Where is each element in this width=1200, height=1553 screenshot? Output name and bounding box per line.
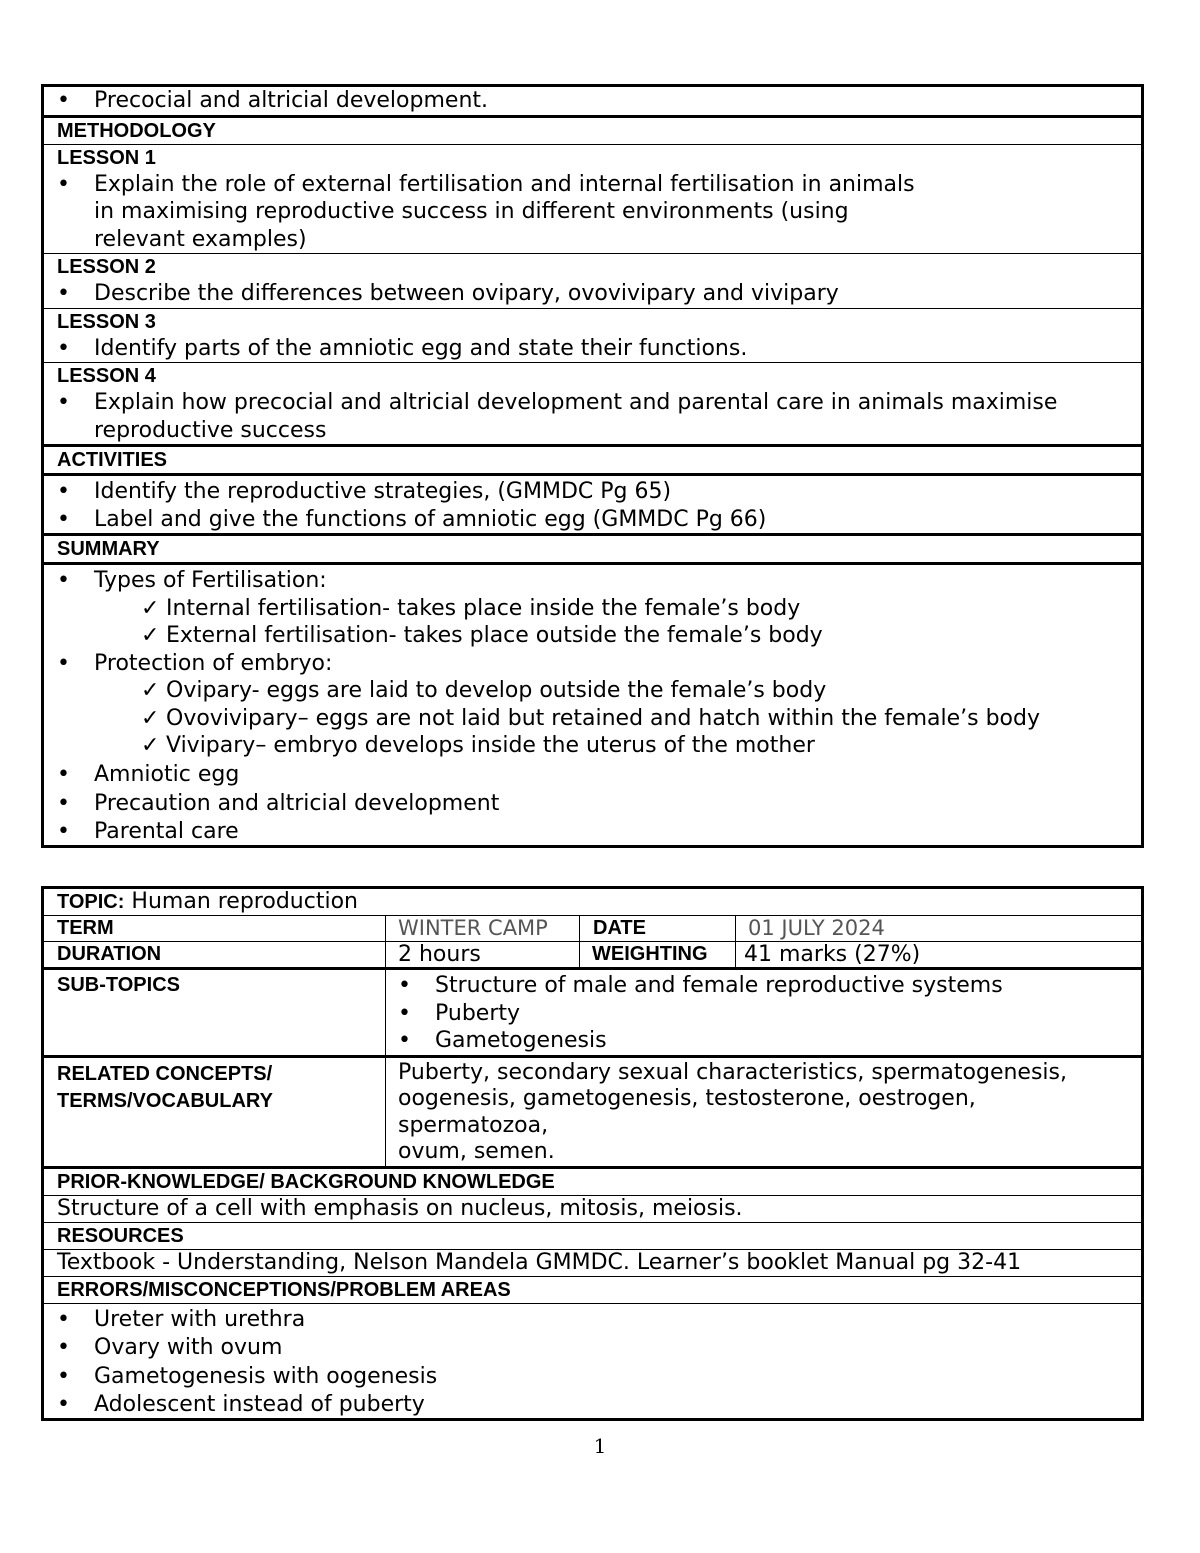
resources-heading: RESOURCES (57, 1224, 184, 1247)
page-number: 1 (593, 1434, 607, 1458)
subtopics-row (44, 970, 1141, 1058)
summary-row (44, 565, 1141, 845)
weighting-label: WEIGHTING (592, 943, 708, 965)
lesson-title: LESSON 4 (57, 365, 156, 387)
term-label: TERM (57, 917, 114, 939)
lesson-1-row (44, 145, 1141, 255)
check-icon: ✓ (141, 733, 160, 758)
date-value: 01 JULY 2024 (748, 916, 885, 940)
lesson-objective: • Explain the role of external fertilisation and internal fertilisation in animals (57, 171, 1141, 199)
lesson-objective: • Describe the differences between ovipary, ovovivipary and vivipary (57, 280, 1141, 308)
prior-knowledge-heading: PRIOR-KNOWLEDGE/ BACKGROUND KNOWLEDGE (57, 1170, 555, 1193)
prior-knowledge-text: Structure of a cell with emphasis on nucleus, mitosis, meiosis. (57, 1195, 743, 1221)
errors-heading-row (44, 1277, 1141, 1304)
summary-subitem: ✓ External fertilisation- takes place outside the female’s body (141, 623, 823, 648)
activity-item: • Label and give the functions of amniotic egg (GMMDC Pg 66) (57, 506, 1141, 534)
subtopic-item: • Structure of male and female reproductive systems (398, 972, 1141, 1000)
error-item: • Ovary with ovum (57, 1334, 1141, 1363)
summary-heading-row (44, 536, 1141, 565)
activities-row (44, 476, 1141, 536)
summary-subitem: ✓ Ovovivipary– eggs are not laid but retained and hatch within the female’s body (141, 705, 1041, 731)
summary-heading: SUMMARY (57, 538, 160, 560)
topic-label: TOPIC: (57, 891, 125, 913)
duration-label: DURATION (57, 943, 162, 965)
resources-heading-row (44, 1223, 1141, 1250)
related-concepts-label: TERMS/VOCABULARY (57, 1089, 273, 1112)
summary-item: • Precaution and altricial development (57, 789, 1141, 818)
duration-row (44, 942, 1141, 970)
weighting-value: 41 marks (27%) (744, 942, 921, 967)
errors-heading: ERRORS/MISCONCEPTIONS/PROBLEM AREAS (57, 1278, 511, 1301)
top-bullet-row (44, 87, 1141, 118)
related-concepts-text: Puberty, secondary sexual characteristics, spermatogenesis, (398, 1059, 1067, 1085)
lesson-objective-continued: relevant examples) (94, 226, 307, 252)
related-concepts-row (44, 1058, 1141, 1169)
resources-text: Textbook - Understanding, Nelson Mandela GMMDC. Learner’s booklet Manual pg 32-41 (57, 1249, 1022, 1275)
human-reproduction-table (41, 886, 1144, 1421)
date-label: DATE (593, 917, 646, 939)
methodology-heading: METHODOLOGY (57, 119, 216, 142)
summary-item: • Types of Fertilisation: (57, 567, 1141, 595)
related-concepts-text: spermatozoa, (398, 1112, 549, 1138)
summary-subitem: ✓ Internal fertilisation- takes place inside the female’s body (141, 595, 801, 621)
summary-subitem: ✓ Vivipary– embryo develops inside the uterus of the mother (141, 733, 815, 758)
check-icon: ✓ (141, 705, 160, 731)
summary-subitem: ✓ Ovipary- eggs are laid to develop outside the female’s body (141, 678, 827, 703)
subtopics-label: SUB-TOPICS (57, 974, 180, 996)
related-concepts-text: ovum, semen. (398, 1139, 555, 1164)
methodology-heading-row (44, 118, 1141, 145)
lesson-objective-continued: in maximising reproductive success in different environments (using (94, 199, 849, 224)
summary-item: • Protection of embryo: (57, 650, 1141, 678)
topic-line (44, 889, 1141, 915)
errors-row (44, 1304, 1141, 1419)
term-row (44, 916, 1141, 942)
lesson-objective: • Explain how precocial and altricial development and parental care in animals maximise (57, 389, 1141, 417)
check-icon: ✓ (141, 623, 160, 648)
topic-value: Human reproduction (124, 889, 358, 914)
activities-heading-row (44, 447, 1141, 476)
lesson-plan-table-continued (41, 84, 1144, 848)
subtopic-item: • Gametogenesis (398, 1027, 1141, 1055)
activity-item: • Identify the reproductive strategies, (GMMDC Pg 65) (57, 478, 1141, 506)
error-item: • Adolescent instead of puberty (57, 1391, 1141, 1418)
duration-value: 2 hours (398, 942, 481, 967)
activities-heading: ACTIVITIES (57, 449, 168, 471)
lesson-objective-continued: reproductive success (94, 417, 327, 443)
lesson-3-row (44, 309, 1141, 364)
list-item: • Precocial and altricial development. (57, 87, 1141, 115)
lesson-4-row (44, 363, 1141, 447)
lesson-2-row (44, 254, 1141, 309)
lesson-title: LESSON 1 (57, 146, 156, 169)
lesson-title: LESSON 3 (57, 310, 156, 333)
prior-knowledge-heading-row (44, 1169, 1141, 1196)
term-value: WINTER CAMP (398, 916, 548, 940)
prior-knowledge-row (44, 1196, 1141, 1223)
error-item: • Gametogenesis with oogenesis (57, 1363, 1141, 1392)
summary-item: • Amniotic egg (57, 760, 1141, 789)
check-icon: ✓ (141, 595, 160, 621)
check-icon: ✓ (141, 678, 160, 703)
subtopic-item: • Puberty (398, 1000, 1141, 1028)
summary-item: • Parental care (57, 818, 1141, 845)
related-concepts-label: RELATED CONCEPTS/ (57, 1062, 273, 1085)
topic-row (44, 889, 1141, 916)
lesson-title: LESSON 2 (57, 256, 156, 278)
resources-row (44, 1250, 1141, 1277)
related-concepts-text: oogenesis, gametogenesis, testosterone, oestrogen, (398, 1086, 976, 1111)
error-item: • Ureter with urethra (57, 1306, 1141, 1335)
lesson-objective: • Identify parts of the amniotic egg and state their functions. (57, 335, 1141, 363)
